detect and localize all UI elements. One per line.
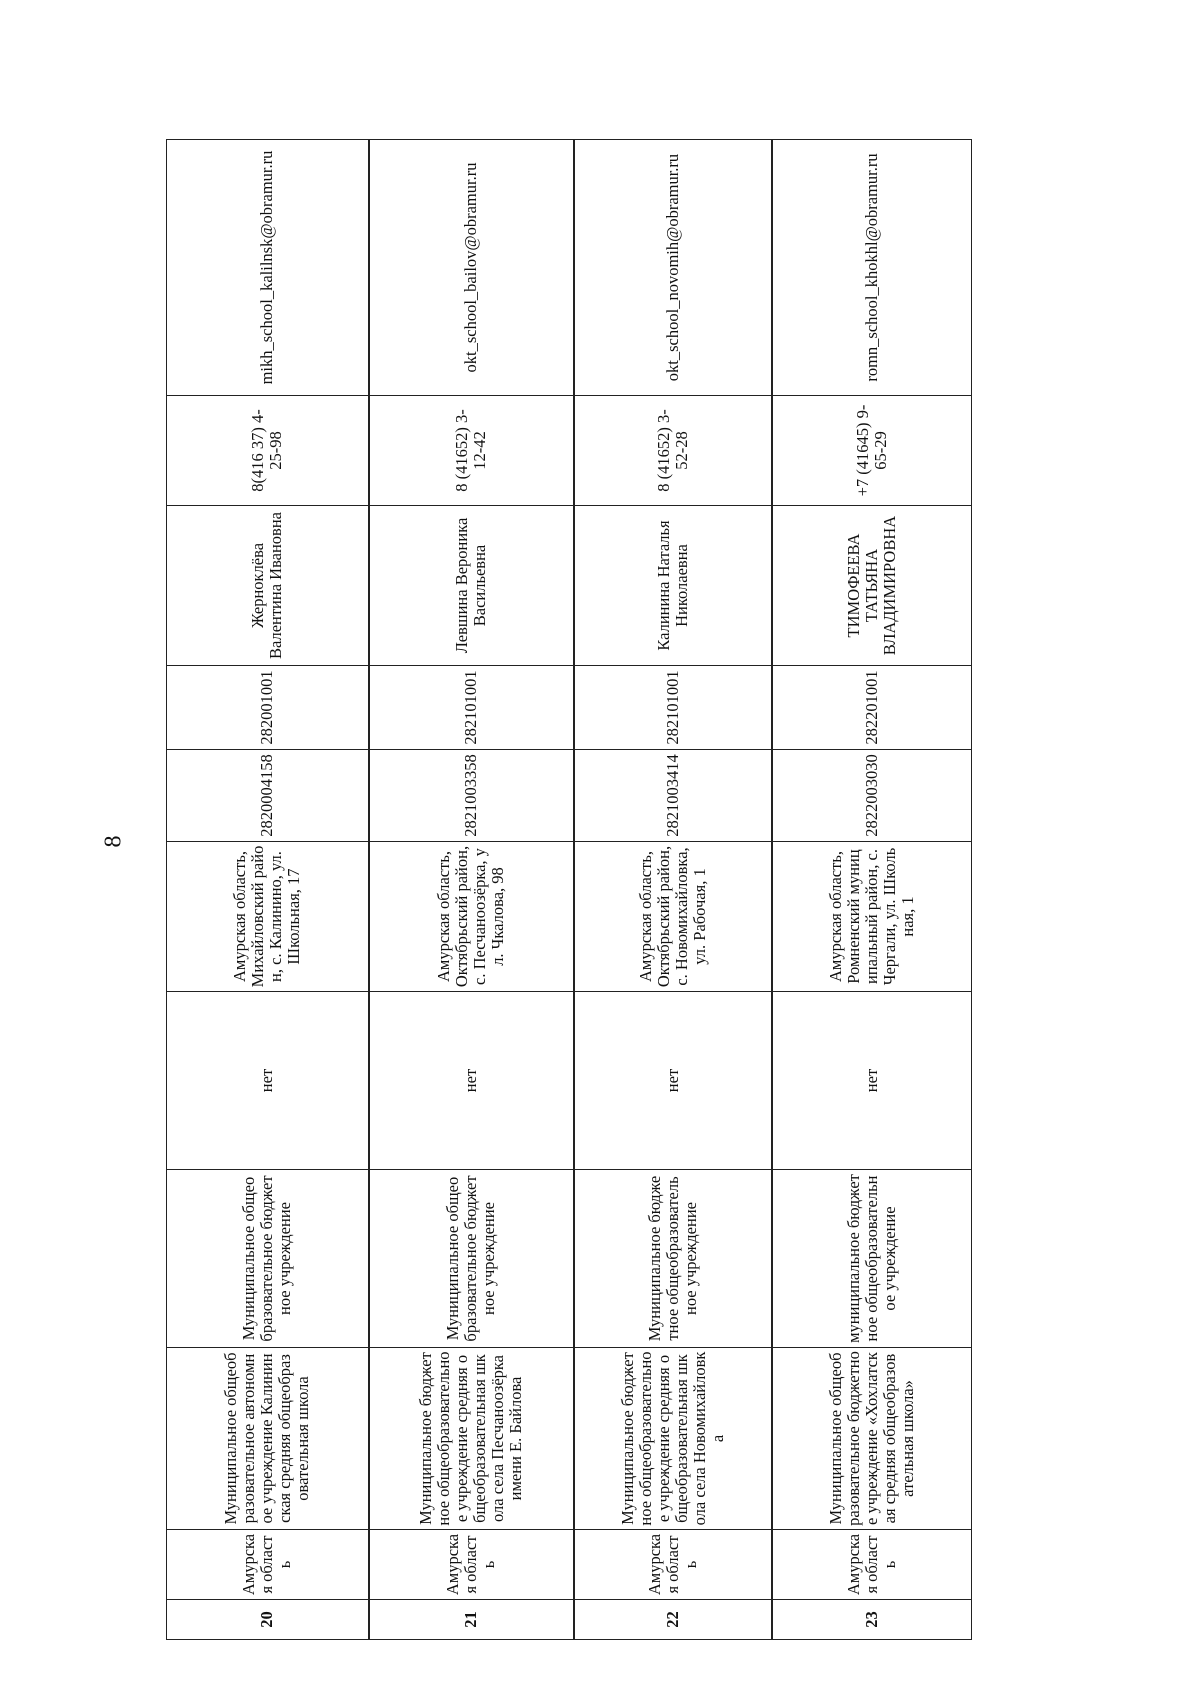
org-form-cell: Муниципальное общеобразовательное бюджетное учреждение <box>167 1170 369 1348</box>
region-cell: Амурская область <box>369 1530 574 1600</box>
table-row <box>772 140 972 1640</box>
branch-cell: нет <box>574 992 772 1170</box>
address-cell: Амурская область, Михайловский район, с. Калинино, ул. Школьная, 17 <box>167 842 369 992</box>
inn-cell: 2821003358 <box>369 750 574 842</box>
table-row <box>167 140 369 1640</box>
director-cell: ТИМОФЕЕВА ТАТЬЯНА ВЛАДИМИРОВНА <box>772 506 972 666</box>
region-cell: Амурская область <box>574 1530 772 1600</box>
branch-cell: нет <box>167 992 369 1170</box>
institution-name-cell: Муниципальное общеобразовательное бюджетное учреждение «Хохлатская средняя общеобразовательная школа» <box>772 1348 972 1530</box>
org-form-cell: муниципальное бюджетное общеобразовательное учреждение <box>772 1170 972 1348</box>
address-cell: Амурская область, Октябрьский район, с. Новомихайловка, ул. Рабочая, 1 <box>574 842 772 992</box>
institution-name-cell: Муниципальное бюджетное общеобразовательное учреждение средняя общеобразовательная школа села Песчаноозёрка имени Е. Байлова <box>369 1348 574 1530</box>
table-row <box>369 140 574 1640</box>
address-cell: Амурская область, Ромненский муниципальный район, с. Чергали, ул. Школьная, 1 <box>772 842 972 992</box>
address-cell: Амурская область, Октябрьский район, с. Песчаноозёрка, ул. Чкалова, 98 <box>369 842 574 992</box>
row-number: 21 <box>369 1600 574 1640</box>
phone-cell: +7 (41645) 9-65-29 <box>772 396 972 506</box>
region-cell: Амурская область <box>167 1530 369 1600</box>
org-form-cell: Муниципальное общеобразовательное бюджетное учреждение <box>369 1170 574 1348</box>
email-cell: okt_school_novomih@obramur.ru <box>574 140 772 396</box>
kpp-cell: 282201001 <box>772 666 972 750</box>
email-cell: mikh_school_kalilnsk@obramur.ru <box>167 140 369 396</box>
branch-cell: нет <box>369 992 574 1170</box>
director-cell: Калинина Наталья Николаевна <box>574 506 772 666</box>
phone-cell: 8(416 37) 4-25-98 <box>167 396 369 506</box>
director-cell: Жерноклёва Валентина Ивановна <box>167 506 369 666</box>
schools-table <box>166 139 972 1640</box>
rotated-table-container <box>166 140 971 1640</box>
table-row <box>574 140 772 1640</box>
email-cell: okt_school_bailov@obramur.ru <box>369 140 574 396</box>
kpp-cell: 282001001 <box>167 666 369 750</box>
inn-cell: 2820004158 <box>167 750 369 842</box>
region-cell: Амурская область <box>772 1530 972 1600</box>
kpp-cell: 282101001 <box>369 666 574 750</box>
director-cell: Левшина Вероника Васильевна <box>369 506 574 666</box>
row-number: 23 <box>772 1600 972 1640</box>
inn-cell: 2821003414 <box>574 750 772 842</box>
inn-cell: 2822003030 <box>772 750 972 842</box>
row-number: 20 <box>167 1600 369 1640</box>
institution-name-cell: Муниципальное бюджетное общеобразовательное учреждение средняя общеобразовательная школа села Новомихайловка <box>574 1348 772 1530</box>
phone-cell: 8 (41652) 3-12-42 <box>369 396 574 506</box>
page-number: 8 <box>100 835 127 848</box>
phone-cell: 8 (41652) 3-52-28 <box>574 396 772 506</box>
branch-cell: нет <box>772 992 972 1170</box>
row-number: 22 <box>574 1600 772 1640</box>
institution-name-cell: Муниципальное общеобразовательное автономное учреждение Калининская средняя общеобразовательная школа <box>167 1348 369 1530</box>
org-form-cell: Муниципальное бюджетное общеобразовательное учреждение <box>574 1170 772 1348</box>
kpp-cell: 282101001 <box>574 666 772 750</box>
email-cell: romn_school_khokhl@obramur.ru <box>772 140 972 396</box>
